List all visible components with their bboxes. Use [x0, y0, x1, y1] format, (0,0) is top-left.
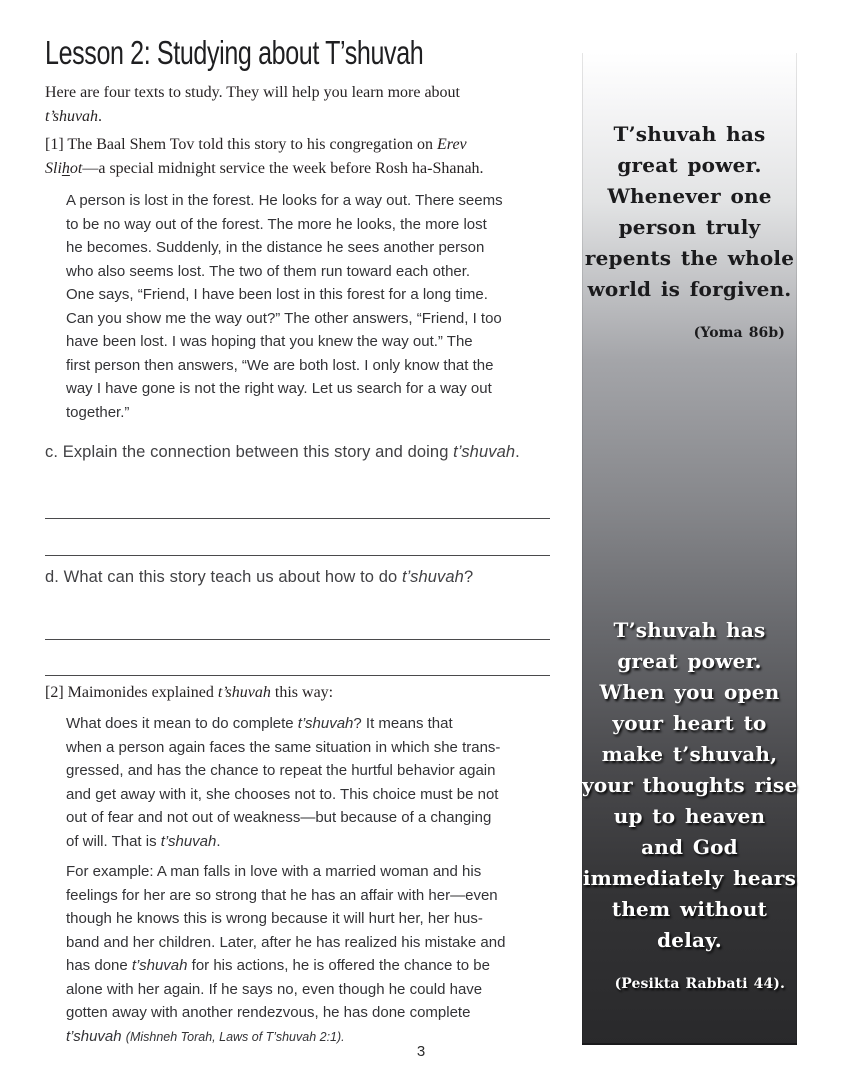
sidebar-quote-pesikta: [582, 615, 797, 1000]
quote-citation: (Yoma 86b): [693, 325, 785, 341]
sidebar-quote-yoma: [582, 119, 797, 349]
main-column: [45, 34, 550, 1049]
question-c: c. Explain the connection between this story and doing t’shuvah.: [45, 442, 520, 461]
quote-sidebar: [582, 53, 797, 1045]
answer-line: [45, 519, 550, 556]
page-number: 3: [416, 1043, 426, 1060]
text2-lead-paragraph: [2] Maimonides explained t’shuvah this way:: [45, 683, 334, 701]
answer-line: [45, 640, 550, 676]
text2-paragraph-2: For example: A man falls in love with a married woman and his feelings for her are so strong that he has an affair with her—even though he knows this is wrong because it will hurt her, her hus- band and her children. Later, after he has realized his mistake and has done t’shuvah for his actions, he is offered the chance to be alone with her again. If he says no, even though he could have gotten away with another rendezvous, he has done complete t’shuvah (Mishneh Torah, Laws of T’shuvah 2:1).: [66, 863, 506, 1045]
answer-line: [45, 606, 550, 640]
text1-lead-paragraph: [1] The Baal Shem Tov told this story to his congregation on Erev Slihot—a special midnight service the week before Rosh ha-Shanah.: [45, 136, 484, 177]
question-d: d. What can this story teach us about how to do t’shuvah?: [45, 567, 474, 586]
text2-paragraph-1: What does it mean to do complete t’shuvah? It means that when a person again faces the same situation in which she trans- gressed, and has the chance to repeat the hurtful behavior again and get away with it, she chooses not to. This choice must be not out of fear and not out of weakness—but because of a changing of will. That is t’shuvah.: [66, 715, 501, 850]
quote-citation: (Pesikta Rabbati 44).: [614, 976, 785, 992]
intro-paragraph: Here are four texts to study. They will help you learn more about t’shuvah.: [45, 84, 460, 125]
quote-text: T’shuvah has great power. Whenever one person truly repents the whole world is forgiven.: [584, 122, 795, 301]
page-title: Lesson 2: Studying about T’shuvah: [45, 34, 424, 71]
answer-line: [45, 481, 550, 519]
quote-text: T’shuvah has great power. When you open your heart to make t’shuvah, your thoughts rise up to heaven and God immediately hears them without delay.: [582, 618, 798, 952]
text1-story-paragraph: A person is lost in the forest. He looks for a way out. There seems to be no way out of the forest. The more he looks, the more lost he becomes. Suddenly, in the distance he sees another person who also seems lost. The two of them run toward each other. One says, “Friend, I have been lost in this forest for a long time. Can you show me the way out?” The other answers, “Friend, I too have been lost. I was hoping that you knew the way out.” The first person then answers, “We are both lost. I only know that the way I have gone is not the right way. Let us search for a way out together.”: [66, 192, 503, 421]
